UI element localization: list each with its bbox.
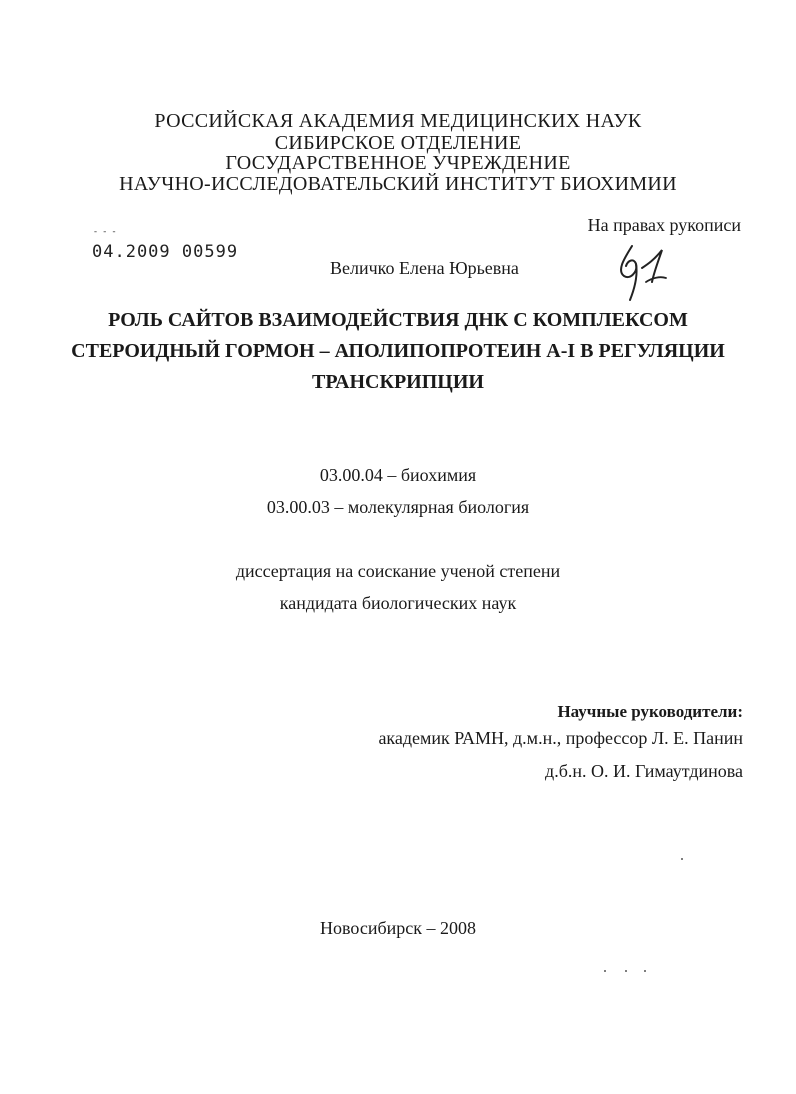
- title-line-2: СТЕРОИДНЫЙ ГОРМОН – АПОЛИПОПРОТЕИН А-I В РЕГУЛЯЦИИ: [71, 340, 725, 362]
- scan-speck: [644, 970, 646, 972]
- title-line-3: ТРАНСКРИПЦИИ: [312, 371, 484, 393]
- scan-speck: [604, 970, 606, 972]
- copyright-note: На правах рукописи: [587, 215, 741, 235]
- author-name: Величко Елена Юрьевна: [330, 258, 519, 278]
- scan-speck: [625, 970, 627, 972]
- title-line-1: РОЛЬ САЙТОВ ВЗАИМОДЕЙСТВИЯ ДНК С КОМПЛЕКСОМ: [108, 309, 688, 331]
- signature-mark: [612, 242, 672, 304]
- place-year: Новосибирск – 2008: [320, 918, 476, 938]
- scan-speck: [681, 858, 683, 860]
- header-line-academy: РОССИЙСКАЯ АКАДЕМИЯ МЕДИЦИНСКИХ НАУК: [154, 110, 642, 132]
- registration-stamp: 04.2009 00599: [92, 242, 239, 262]
- supervisors-heading: Научные руководители:: [557, 702, 743, 721]
- header-line-institute: НАУЧНО-ИССЛЕДОВАТЕЛЬСКИЙ ИНСТИТУТ БИОХИМИИ: [119, 173, 677, 195]
- specialty-molecular-biology: 03.00.03 – молекулярная биология: [266, 497, 530, 517]
- stamp-marks: - - -: [94, 226, 118, 236]
- header-line-institution-type: ГОСУДАРСТВЕННОЕ УЧРЕЖДЕНИЕ: [225, 152, 571, 174]
- header-line-branch: СИБИРСКОЕ ОТДЕЛЕНИЕ: [274, 132, 522, 154]
- supervisor-gimautdinova: д.б.н. О. И. Гимаутдинова: [545, 761, 743, 781]
- specialty-biochemistry: 03.00.04 – биохимия: [319, 465, 477, 485]
- supervisor-panin: академик РАМН, д.м.н., профессор Л. Е. Панин: [378, 728, 743, 748]
- degree-line-1: диссертация на соискание ученой степени: [235, 561, 561, 581]
- degree-line-2: кандидата биологических наук: [279, 593, 517, 613]
